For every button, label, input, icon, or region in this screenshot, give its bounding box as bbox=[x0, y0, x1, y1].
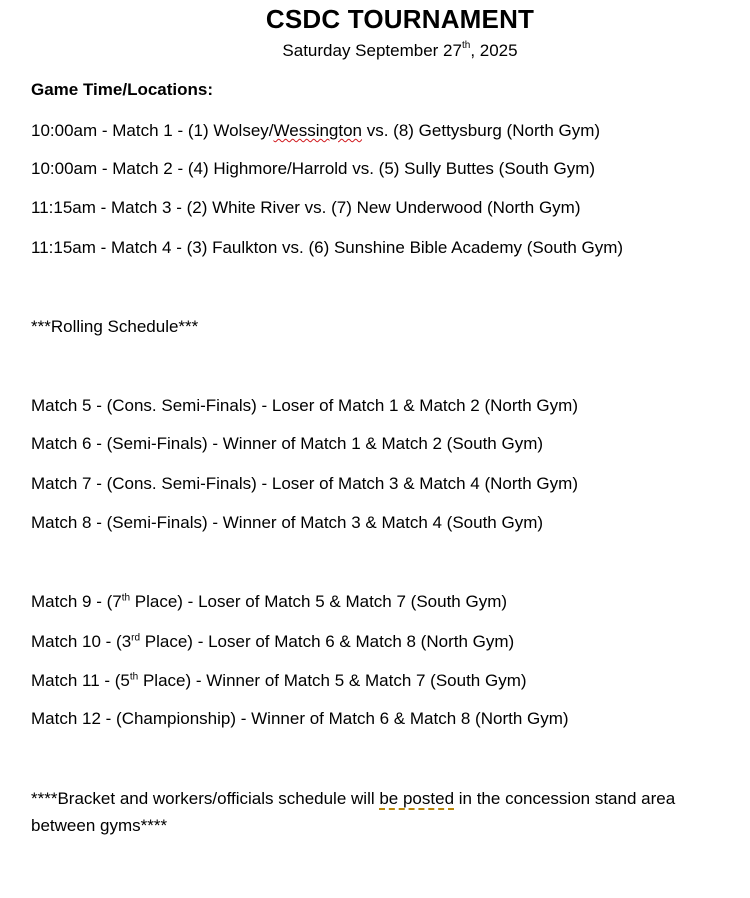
match-9-text-end: Place) - Loser of Match 5 & Match 7 (South Gym) bbox=[130, 592, 508, 611]
page-title: CSDC TOURNAMENT bbox=[265, 4, 535, 34]
footer-note-end: in the concession stand area between gyms**** bbox=[31, 789, 676, 835]
schedule-line-match-8: Match 8 - (Semi-Finals) - Winner of Match 3 & Match 4 (South Gym) bbox=[31, 513, 544, 532]
schedule-line-match-7: Match 7 - (Cons. Semi-Finals) - Loser of Match 3 & Match 4 (North Gym) bbox=[31, 474, 578, 493]
section-heading: Game Time/Locations: bbox=[31, 80, 214, 99]
event-date-year: , 2025 bbox=[470, 41, 518, 60]
spellcheck-flagged-word: Wessington bbox=[273, 121, 363, 140]
event-date-main: Saturday September 27 bbox=[282, 41, 462, 60]
schedule-line-match-3: 11:15am - Match 3 - (2) White River vs. (7) New Underwood (North Gym) bbox=[31, 198, 581, 217]
match-1-text-end: vs. (8) Gettysburg (North Gym) bbox=[362, 121, 601, 140]
event-date bbox=[0, 41, 750, 61]
footer-note-start: ****Bracket and workers/officials schedule will bbox=[31, 789, 380, 808]
schedule-line-match-11 bbox=[31, 670, 527, 692]
schedule-line-match-1 bbox=[31, 120, 600, 142]
match-11-ordinal: th bbox=[129, 671, 139, 683]
schedule-line-match-10 bbox=[31, 631, 514, 653]
match-10-text-end: Place) - Loser of Match 6 & Match 8 (North Gym) bbox=[140, 632, 515, 651]
match-10-text-start: Match 10 - (3 bbox=[31, 632, 132, 651]
grammar-flagged-phrase: be posted bbox=[379, 789, 455, 808]
footer-note bbox=[31, 785, 741, 839]
match-11-text-start: Match 11 - (5 bbox=[31, 671, 130, 690]
schedule-line-match-2: 10:00am - Match 2 - (4) Highmore/Harrold vs. (5) Sully Buttes (South Gym) bbox=[31, 159, 596, 178]
schedule-line-match-9 bbox=[31, 591, 507, 613]
rolling-schedule-label: ***Rolling Schedule*** bbox=[31, 317, 199, 336]
event-date-ordinal: th bbox=[461, 40, 471, 52]
match-9-text-start: Match 9 - (7 bbox=[31, 592, 122, 611]
match-10-ordinal: rd bbox=[131, 632, 141, 644]
schedule-line-match-6: Match 6 - (Semi-Finals) - Winner of Match 1 & Match 2 (South Gym) bbox=[31, 434, 544, 453]
schedule-line-match-4: 11:15am - Match 4 - (3) Faulkton vs. (6) Sunshine Bible Academy (South Gym) bbox=[31, 238, 624, 257]
schedule-line-match-12: Match 12 - (Championship) - Winner of Match 6 & Match 8 (North Gym) bbox=[31, 709, 569, 728]
match-1-text-start: 10:00am - Match 1 - (1) Wolsey/ bbox=[31, 121, 274, 140]
match-11-text-end: Place) - Winner of Match 5 & Match 7 (South Gym) bbox=[138, 671, 527, 690]
schedule-line-match-5: Match 5 - (Cons. Semi-Finals) - Loser of Match 1 & Match 2 (North Gym) bbox=[31, 396, 578, 415]
match-9-ordinal: th bbox=[121, 592, 131, 604]
